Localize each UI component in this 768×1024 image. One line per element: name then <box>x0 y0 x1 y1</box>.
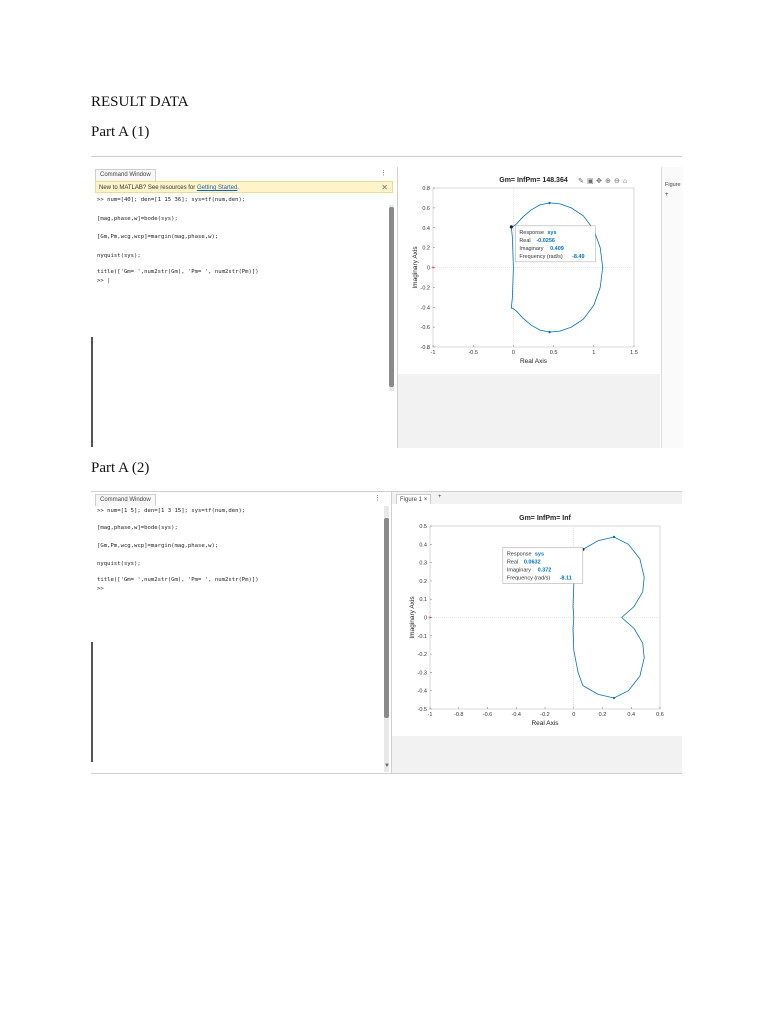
nyquist-plot-2[interactable] <box>392 504 682 736</box>
chart-title: Gm= InfPm= 148.364 <box>499 177 568 184</box>
datatip-label: Response <box>506 551 532 558</box>
curve-arrow-marker <box>613 697 615 699</box>
x-tick-label: -0.6 <box>482 712 493 718</box>
y-tick-label: 0.3 <box>419 560 427 567</box>
document-heading: RESULT DATA <box>91 94 189 110</box>
notice-text: New to MATLAB? See resources for <box>99 185 197 191</box>
y-tick-label: -0.3 <box>417 670 427 677</box>
chart-title: Gm= InfPm= Inf <box>519 515 571 522</box>
figure-tab-close-icon[interactable]: × <box>423 497 428 503</box>
x-tick-label: 1.5 <box>630 350 638 356</box>
figure-canvas <box>398 167 660 374</box>
x-tick-label: 0 <box>572 712 576 718</box>
datatip-label: Imaginary <box>506 567 531 574</box>
x-tick-label: -1 <box>430 350 436 356</box>
datatip-value: sys <box>534 551 545 558</box>
datatip-label: Real <box>506 559 519 566</box>
datatip-value: 0.409 <box>550 245 564 252</box>
y-tick-label: 0.8 <box>422 186 430 192</box>
code-line: nyquist(sys); <box>97 253 141 259</box>
add-figure-icon[interactable]: + <box>665 192 669 198</box>
panel-edge-marker <box>91 337 93 447</box>
x-tick-label: 0.4 <box>627 712 636 718</box>
part-a2-label: Part A (2) <box>91 460 150 476</box>
toolbar-zoom-in-icon[interactable]: ⊕ <box>605 178 611 185</box>
curve-arrow-marker <box>613 536 615 538</box>
code-line: >> num=[1 5]; den=[1 3 15]; sys=tf(num,den); <box>97 508 246 514</box>
x-tick-label: 0.2 <box>598 712 607 718</box>
y-tick-label: -0.5 <box>417 707 427 713</box>
y-tick-label: 0.2 <box>422 245 430 252</box>
y-tick-label: -0.4 <box>420 305 430 312</box>
critical-point-marker: + <box>431 265 435 272</box>
code-line: title(['Gm= ',num2str(Gm), 'Pm= ', num2str(Pm)]) <box>97 269 259 275</box>
x-tick-label: -0.4 <box>511 712 521 718</box>
datatip-point <box>510 225 513 228</box>
getting-started-notice <box>95 181 393 193</box>
tab-command-window[interactable]: Command Window <box>95 494 156 506</box>
add-figure-icon[interactable]: + <box>438 494 442 500</box>
figure-side-label[interactable]: Figure <box>665 182 681 188</box>
notice-end: . <box>237 185 239 191</box>
toolbar-home-icon[interactable]: ⌂ <box>623 178 628 185</box>
datatip-value: sys <box>547 229 557 236</box>
command-window-panel <box>91 167 398 448</box>
y-tick-label: 0.1 <box>419 597 427 604</box>
datatip-label: Frequency (rad/s) <box>506 575 551 582</box>
figure-panel <box>398 167 660 448</box>
scrollbar-thumb[interactable] <box>389 207 394 387</box>
nyquist-plot-1[interactable] <box>398 167 660 374</box>
toolbar-pan-icon[interactable]: ✥ <box>596 178 602 185</box>
code-line: [mag,phase,w]=bode(sys); <box>97 525 178 531</box>
x-tick-label: 1 <box>592 350 596 356</box>
critical-point-marker: + <box>428 615 432 622</box>
datatip-value: -8.49 <box>572 253 585 260</box>
y-tick-label: -0.4 <box>417 688 427 695</box>
x-tick-label: 0.5 <box>549 350 558 356</box>
datatip-value: -0.0256 <box>536 237 555 244</box>
toolbar-zoom-out-icon[interactable]: ⊖ <box>614 178 620 185</box>
part-a1-label: Part A (1) <box>91 124 150 140</box>
y-tick-label: 0 <box>423 615 427 622</box>
y-tick-label: 0.6 <box>422 205 430 212</box>
toolbar-data-tips-icon[interactable]: ✎ <box>578 178 584 185</box>
y-tick-label: -0.8 <box>420 345 430 351</box>
getting-started-link[interactable]: Getting Started <box>196 185 238 191</box>
datatip-value: 0.372 <box>537 567 552 574</box>
x-tick-label: 0 <box>511 350 515 356</box>
x-tick-label: -0.2 <box>540 712 550 718</box>
command-window-menu-icon[interactable]: ⋮ <box>374 495 381 502</box>
code-line: [Gm,Pm,wcg,wcp]=margin(mag,phase,w); <box>97 543 219 549</box>
y-tick-label: 0.4 <box>422 225 430 232</box>
code-line: >> num=[40]; den=[1 15 36]; sys=tf(num,den); <box>97 197 246 203</box>
toolbar-brush-icon[interactable]: ▣ <box>587 178 594 185</box>
figure-side-strip <box>661 167 683 448</box>
code-line: title(['Gm= ',num2str(Gm), 'Pm= ', num2str(Pm)]) <box>97 577 259 583</box>
command-window-scrollbar[interactable] <box>384 506 389 772</box>
y-axis-label: Imaginary Axis <box>409 596 416 639</box>
datatip-value: -8.11 <box>559 575 572 582</box>
curve-arrow-marker <box>548 202 550 204</box>
scroll-down-icon[interactable]: ▼ <box>384 763 390 769</box>
x-tick-label: -0.8 <box>454 712 464 718</box>
command-window-scrollbar[interactable] <box>389 205 394 391</box>
code-line: [mag,phase,w]=bode(sys); <box>97 216 178 222</box>
y-tick-label: -0.1 <box>417 633 427 640</box>
datatip-label: Response <box>519 229 545 236</box>
datatip-label: Frequency (rad/s) <box>519 253 563 260</box>
x-axis-label: Real Axis <box>519 358 548 365</box>
figure-panel <box>392 492 682 773</box>
datatip-label: Real <box>519 237 531 244</box>
datatip-value: 0.0632 <box>523 559 541 566</box>
y-tick-label: 0 <box>426 265 430 272</box>
matlab-screenshot-2 <box>91 491 682 774</box>
x-tick-label: 0.6 <box>656 712 664 718</box>
command-prompt[interactable]: >> | <box>97 278 111 284</box>
tab-command-window[interactable]: Command Window <box>95 169 156 181</box>
y-axis-label: Imaginary Axis <box>412 246 419 289</box>
x-tick-label: -0.5 <box>468 350 478 356</box>
scrollbar-thumb[interactable] <box>384 518 389 718</box>
y-tick-label: -0.2 <box>417 652 427 659</box>
command-window-menu-icon[interactable]: ⋮ <box>380 170 387 177</box>
datatip-label: Imaginary <box>519 245 544 252</box>
figure-canvas <box>392 504 682 736</box>
notice-close-icon[interactable]: ✕ <box>381 183 388 192</box>
y-tick-label: 0.4 <box>419 542 427 549</box>
y-tick-label: 0.5 <box>419 524 427 530</box>
y-tick-label: -0.6 <box>420 325 430 332</box>
matlab-screenshot-1 <box>91 156 682 448</box>
curve-arrow-marker <box>548 331 550 333</box>
code-line: nyquist(sys); <box>97 561 141 567</box>
y-tick-label: 0.2 <box>419 578 427 585</box>
command-prompt[interactable]: >> <box>97 586 104 592</box>
command-window-panel <box>91 492 392 773</box>
x-axis-label: Real Axis <box>531 720 559 727</box>
x-tick-label: -1 <box>427 712 433 718</box>
y-tick-label: -0.2 <box>420 285 430 292</box>
code-line: [Gm,Pm,wcg,wcp]=margin(mag,phase,w); <box>97 234 219 240</box>
panel-edge-marker <box>91 642 93 762</box>
figure-tab-label[interactable]: Figure 1 <box>400 497 423 503</box>
